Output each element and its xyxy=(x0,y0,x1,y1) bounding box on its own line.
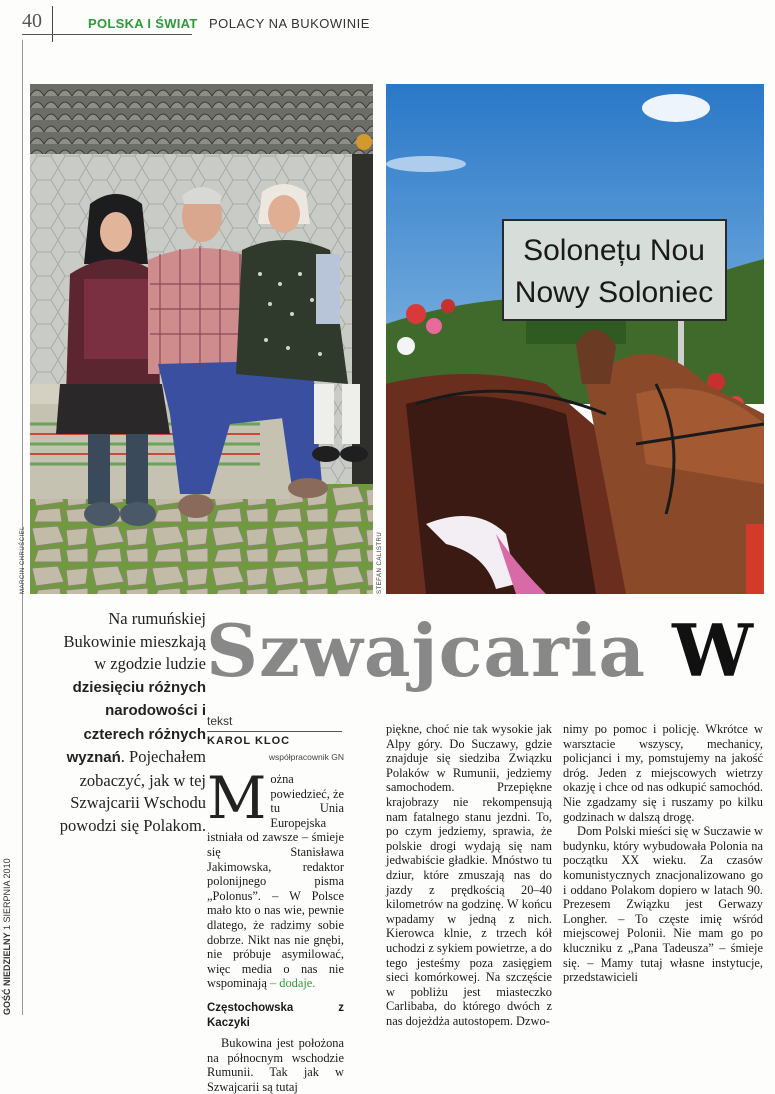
lead-text-1: Na rumuńskiej Bukowinie mieszkają w zgodzie ludzie xyxy=(63,609,206,673)
column-1-paragraph-1: ożna powiedzieć, że tu Unia Europejska istniała od zawsze – śmieje się Stanisława Jakimowska, redaktor polonijnego pisma „Polonus”. – W Polsce mało kto o nas wie, pewnie dlatego, że radzimy sobie dobrze. Nikt nas nie gnębi, nie próbuje asymilować, więc media o nas nie wspominają xyxy=(207,772,345,991)
article-headline xyxy=(206,608,754,693)
column-1-paragraph-2: Bukowina jest położona na północnym wschodzie Rumunii. Tak jak w Szwajcarii są tutaj xyxy=(207,1036,344,1094)
header-divider xyxy=(52,6,53,42)
villagers-illustration xyxy=(30,84,373,594)
drop-cap: M xyxy=(207,764,267,832)
sign-text-romanian: Solonețu Nou xyxy=(523,234,705,267)
column-3-paragraph-2: Dom Polski mieści się w Suczawie w budynku, który wybudowała Polonia na początku XX wieku. Za czasów komunistycznych znacjonalizowano go i oddano Polakom dopiero w latach 90. Prezesem Związku jest Gerwazy Longher. – To częste imię wśród miejscowej Polonii. Nie mam go po kluczniku z „Pana Tadeusza” – śmieje się. – Mamy tutaj własne instytucje, przedstawicieli xyxy=(563,824,763,985)
photo-credit-right: STEFAN CALISTRU xyxy=(377,531,383,594)
article-column-3 xyxy=(563,722,763,985)
headline-dark: W xyxy=(672,608,754,693)
article-column-2 xyxy=(386,722,552,1028)
sign-text-polish: Nowy Soloniec xyxy=(514,276,714,309)
article-subhead: Częstochowska z Kaczyki xyxy=(207,1001,344,1029)
lead-text-2: . Pojechałem zobaczyć, jak w tej Szwajcarii Wschodu powodzi się Polakom. xyxy=(59,747,206,835)
page-number: 40 xyxy=(22,10,42,32)
subsection-label: POLACY NA BUKOWINIE xyxy=(209,16,370,31)
article-lead xyxy=(58,608,206,837)
magazine-name: GOŚĆ NIEDZIELNY xyxy=(2,932,12,1015)
magazine-footer xyxy=(2,858,12,1015)
byline-role: współpracownik GN xyxy=(268,752,344,762)
column-2-paragraph-1: piękne, choć nie tak wysokie jak Alpy góry. Do Suczawy, gdzie znajduje się siedziba Związku Polaków w Rumunii, jedziemy samochodem. Przepiękne krajobrazy nie rekompensują nam fatalnego stanu jezdni. To, po czym jedziemy, sprawia, że polskie drogi wydają się nam jedwabiście gładkie. Mnóstwo tu dziur, które zmuszają nas do jazdy z prędkością 20–40 kilometrów na godzinę. W końcu wpadamy w jedną z nich. Kierowca klnie, z trzech kół uchodzi z sykiem powietrze, a do tego jesteśmy poza zasięgiem sieci komórkowej. Na szczęście w pobliżu jest miasteczko Carlibaba, do którego dwóch z nas dojeżdża autostopem. Dzwo- xyxy=(386,722,552,1028)
photo-road-sign xyxy=(386,84,764,594)
headline-gray: Szwajcaria xyxy=(206,608,646,693)
photo-credit-left: MARCIN CHRUŚCIEL xyxy=(20,525,26,594)
byline-author: KAROL KLOC xyxy=(207,735,291,747)
issue-date: 1 SIERPNIA 2010 xyxy=(2,858,12,930)
section-label: POLSKA I ŚWIAT xyxy=(88,16,198,31)
lead-bold: dziesięciu różnych narodowości i czterech różnych wyznań xyxy=(66,678,206,766)
byline-rule xyxy=(207,731,342,732)
column-3-paragraph-1: nimy po pomoc i policję. Wkrótce w warsztacie wszyscy, mechanicy, policjanci i my, pomstujemy na jakość dróg. Jeden z miejscowych wietrzy okazję i chce od nas odkupić samochód. Nie zgadzamy się i ruszamy po kilku godzinach w dalszą drogę. xyxy=(563,722,763,824)
header-rule xyxy=(22,34,192,35)
byline-label: tekst xyxy=(207,714,233,728)
column-1-paragraph-1-end: – dodaje. xyxy=(266,976,316,991)
article-column-1 xyxy=(207,764,345,1094)
photo-villagers xyxy=(30,84,373,594)
road-sign-illustration xyxy=(386,84,764,594)
